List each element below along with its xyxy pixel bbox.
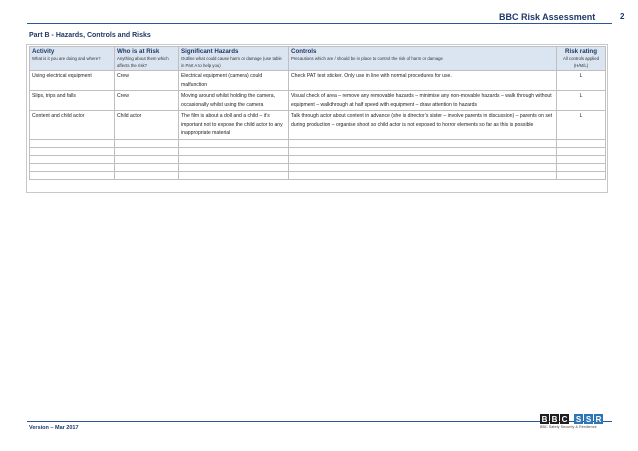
bbc-ssr-logo (540, 414, 612, 444)
empty-cell (115, 147, 179, 155)
empty-cell (179, 163, 289, 171)
empty-cell (115, 163, 179, 171)
column-title: Who is at Risk (117, 48, 160, 55)
column-subtitle: Precautions which are / should be in place to control the risk of harm or damage (291, 56, 443, 61)
column-title: Activity (32, 48, 55, 55)
cell-rating: L (557, 91, 606, 111)
column-subtitle: Outline what could cause harm or damage (use table in Part A to help you) (181, 56, 282, 68)
table-row (30, 111, 606, 140)
empty-cell (289, 163, 557, 171)
table-row (30, 71, 606, 91)
logo-letter: B (551, 414, 558, 424)
empty-cell (115, 171, 179, 179)
version-label: Version – Mar 2017 (29, 425, 79, 431)
logo-letter: R (595, 414, 602, 424)
cell-who: Crew (115, 71, 179, 91)
empty-cell (289, 155, 557, 163)
empty-cell (179, 147, 289, 155)
logo-letters (540, 414, 612, 424)
column-header-rating (557, 47, 606, 71)
section-title: Part B - Hazards, Controls and Risks (29, 32, 151, 39)
column-title: Controls (291, 48, 317, 55)
logo-letter: C (561, 414, 568, 424)
cell-controls: Talk through actor about content in advance (she is director’s sister – involve parents in discussion) – parents on set during production – organise shoot so child actor is not exposed to horror elements so far as this is possible (289, 111, 557, 140)
column-header-who (115, 47, 179, 71)
footer-divider (27, 421, 612, 422)
empty-cell (30, 163, 115, 171)
cell-controls: Check PAT test sticker. Only use in line with normal procedures for use. (289, 71, 557, 91)
cell-who: Crew (115, 91, 179, 111)
empty-cell (557, 147, 606, 155)
empty-cell (30, 171, 115, 179)
logo-letter: B (541, 414, 548, 424)
column-header-hazards (179, 47, 289, 71)
column-header-controls (289, 47, 557, 71)
empty-cell (179, 155, 289, 163)
empty-cell (289, 139, 557, 147)
cell-activity: Slips, trips and falls (30, 91, 115, 111)
page-number: 2 (620, 12, 625, 21)
empty-cell (30, 139, 115, 147)
cell-activity: Using electrical equipment (30, 71, 115, 91)
logo-letter: S (585, 414, 592, 424)
table-header-row (30, 47, 606, 71)
empty-cell (557, 163, 606, 171)
empty-table-row (30, 171, 606, 179)
empty-cell (30, 155, 115, 163)
logo-letter: S (575, 414, 582, 424)
empty-cell (30, 147, 115, 155)
column-subtitle: What is it you are doing and where? (32, 56, 101, 61)
cell-controls: Visual check of area – remove any removable hazards – minimise any non-movable hazards – walk through without equipment – walkthrough at half speed with equipment – draw attention to hazards (289, 91, 557, 111)
cell-who: Child actor (115, 111, 179, 140)
cell-activity: Content and child actor (30, 111, 115, 140)
empty-cell (557, 139, 606, 147)
empty-cell (289, 171, 557, 179)
column-title: Significant Hazards (181, 48, 239, 55)
column-subtitle: All controls applied (H/M/L) (562, 56, 600, 68)
column-header-activity (30, 47, 115, 71)
empty-cell (557, 155, 606, 163)
risk-table (29, 46, 606, 180)
empty-cell (289, 147, 557, 155)
cell-hazards: The film is about a doll and a child – it’s important not to expose the child actor to any inappropriate material (179, 111, 289, 140)
logo-caption: BBC Safety Security & Resilience (540, 425, 597, 429)
cell-rating: L (557, 111, 606, 140)
document-title: BBC Risk Assessment (499, 12, 596, 22)
cell-hazards: Electrical equipment (camera) could malfunction (179, 71, 289, 91)
empty-cell (115, 155, 179, 163)
empty-cell (557, 171, 606, 179)
empty-table-row (30, 147, 606, 155)
empty-cell (115, 139, 179, 147)
column-title: Risk rating (565, 48, 597, 55)
empty-table-row (30, 155, 606, 163)
empty-cell (179, 139, 289, 147)
empty-cell (179, 171, 289, 179)
table-row (30, 91, 606, 111)
header-divider (27, 23, 612, 24)
cell-rating: L (557, 71, 606, 91)
empty-table-row (30, 163, 606, 171)
cell-hazards: Moving around whilst holding the camera, occasionally whilst using the camera (179, 91, 289, 111)
logo-spacer (570, 414, 573, 424)
column-subtitle: Anything about them which affects the risk? (117, 56, 169, 68)
empty-table-row (30, 139, 606, 147)
